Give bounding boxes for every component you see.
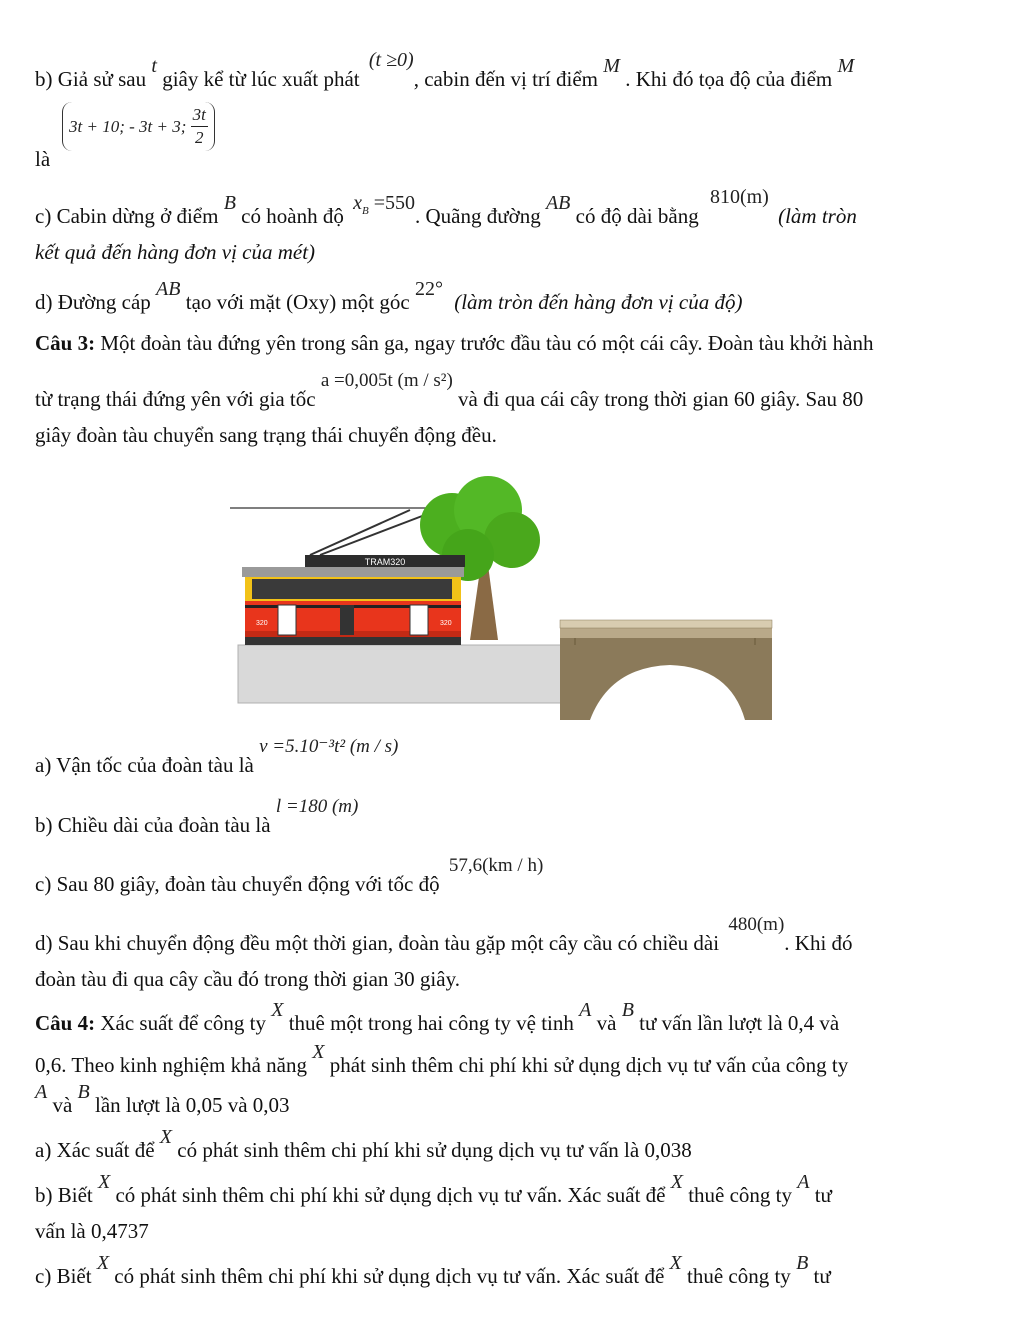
- svg-text:320: 320: [256, 620, 268, 627]
- q3-d-line1: d) Sau khi chuyển động đều một thời gian, đoàn tàu gặp một cây cầu có chiều dài 480(m). Khi đó: [35, 914, 853, 955]
- q3-a-line: a) Vận tốc của đoàn tàu là v =5.10⁻³t² (m / s): [35, 736, 399, 777]
- var-t: t: [151, 55, 157, 77]
- q3-intro-line1: Câu 3: Một đoàn tàu đứng yên trong sân ga, ngay trước đầu tàu có một cái cây. Đoàn tàu khởi hành: [35, 331, 874, 355]
- tram: [242, 555, 465, 645]
- q4-b-line1: b) Biết X có phát sinh thêm chi phí khi sử dụng dịch vụ tư vấn. Xác suất để X thuê công ty A tư: [35, 1171, 832, 1207]
- tram-sign: TRAM320: [364, 557, 406, 567]
- q2-b-line2: là 3t + 10; - 3t + 3; $\frac{3t}{2}$: [35, 102, 966, 162]
- q3-intro-line3: giây đoàn tàu chuyển sang trạng thái chuyển động đều.: [35, 423, 497, 447]
- q3-c-line: c) Sau 80 giây, đoàn tàu chuyển động với tốc độ 57,6(km / h): [35, 855, 544, 896]
- length-formula: l =180 (m): [275, 796, 359, 817]
- bridge-length: 480(m): [728, 914, 785, 935]
- q4-c-line1: c) Biết X có phát sinh thêm chi phí khi sử dụng dịch vụ tư vấn. Xác suất để X thuê công ty B tư: [35, 1252, 831, 1288]
- q4-line3: A và B lần lượt là 0,05 và 0,03: [35, 1081, 290, 1117]
- q4-line1: Câu 4: Xác suất để công ty X thuê một trong hai công ty vệ tinh A và B tư vấn lần lượt là 0,4 và: [35, 999, 840, 1035]
- q4-line2: 0,6. Theo kinh nghiệm khả năng X phát sinh thêm chi phí khi sử dụng dịch vụ tư vấn của công ty: [35, 1041, 849, 1077]
- q2-b-line1: b) Giả sử sau t giây kể từ lúc xuất phát (t ≥0), cabin đến vị trí điểm M . Khi đó tọa độ của điểm M: [35, 49, 855, 91]
- q4-b-line2: vấn là 0,4737: [35, 1219, 149, 1243]
- tram-figure: [230, 455, 780, 720]
- q2-c-line2: kết quả đến hàng đơn vị của mét): [35, 240, 316, 264]
- velocity-formula: v =5.10⁻³t² (m / s): [259, 736, 399, 757]
- condition-t: (t ≥0): [368, 49, 414, 71]
- q3-intro-line2: từ trạng thái đứng yên với gia tốc a =0,005t (m / s²) và đi qua cái cây trong thời gian 60 giây. Sau 80: [35, 370, 864, 411]
- coord-formula: 3t + 10; - 3t + 3; $\frac{3t}{2}$: [62, 102, 215, 151]
- svg-text:320: 320: [440, 620, 452, 627]
- q3-d-line2: đoàn tàu đi qua cây cầu đó trong thời gian 30 giây.: [35, 967, 460, 991]
- q2-d-line: d) Đường cáp AB tạo với mặt (Oxy) một góc 22° (làm tròn đến hàng đơn vị của độ): [35, 278, 743, 314]
- speed-value: 57,6(km / h): [448, 855, 544, 876]
- platform: [238, 645, 590, 703]
- q2-c-line1: c) Cabin dừng ở điểm B có hoành độ $x_B =550$. Quãng đường AB có độ dài bằng 810(m) (làm tròn: [35, 186, 857, 228]
- accel-formula: a =0,005t (m / s²): [320, 370, 453, 391]
- q4-a-line: a) Xác suất để X có phát sinh thêm chi phí khi sử dụng dịch vụ tư vấn là 0,038: [35, 1126, 692, 1162]
- q3-b-line: b) Chiều dài của đoàn tàu là l =180 (m): [35, 796, 359, 837]
